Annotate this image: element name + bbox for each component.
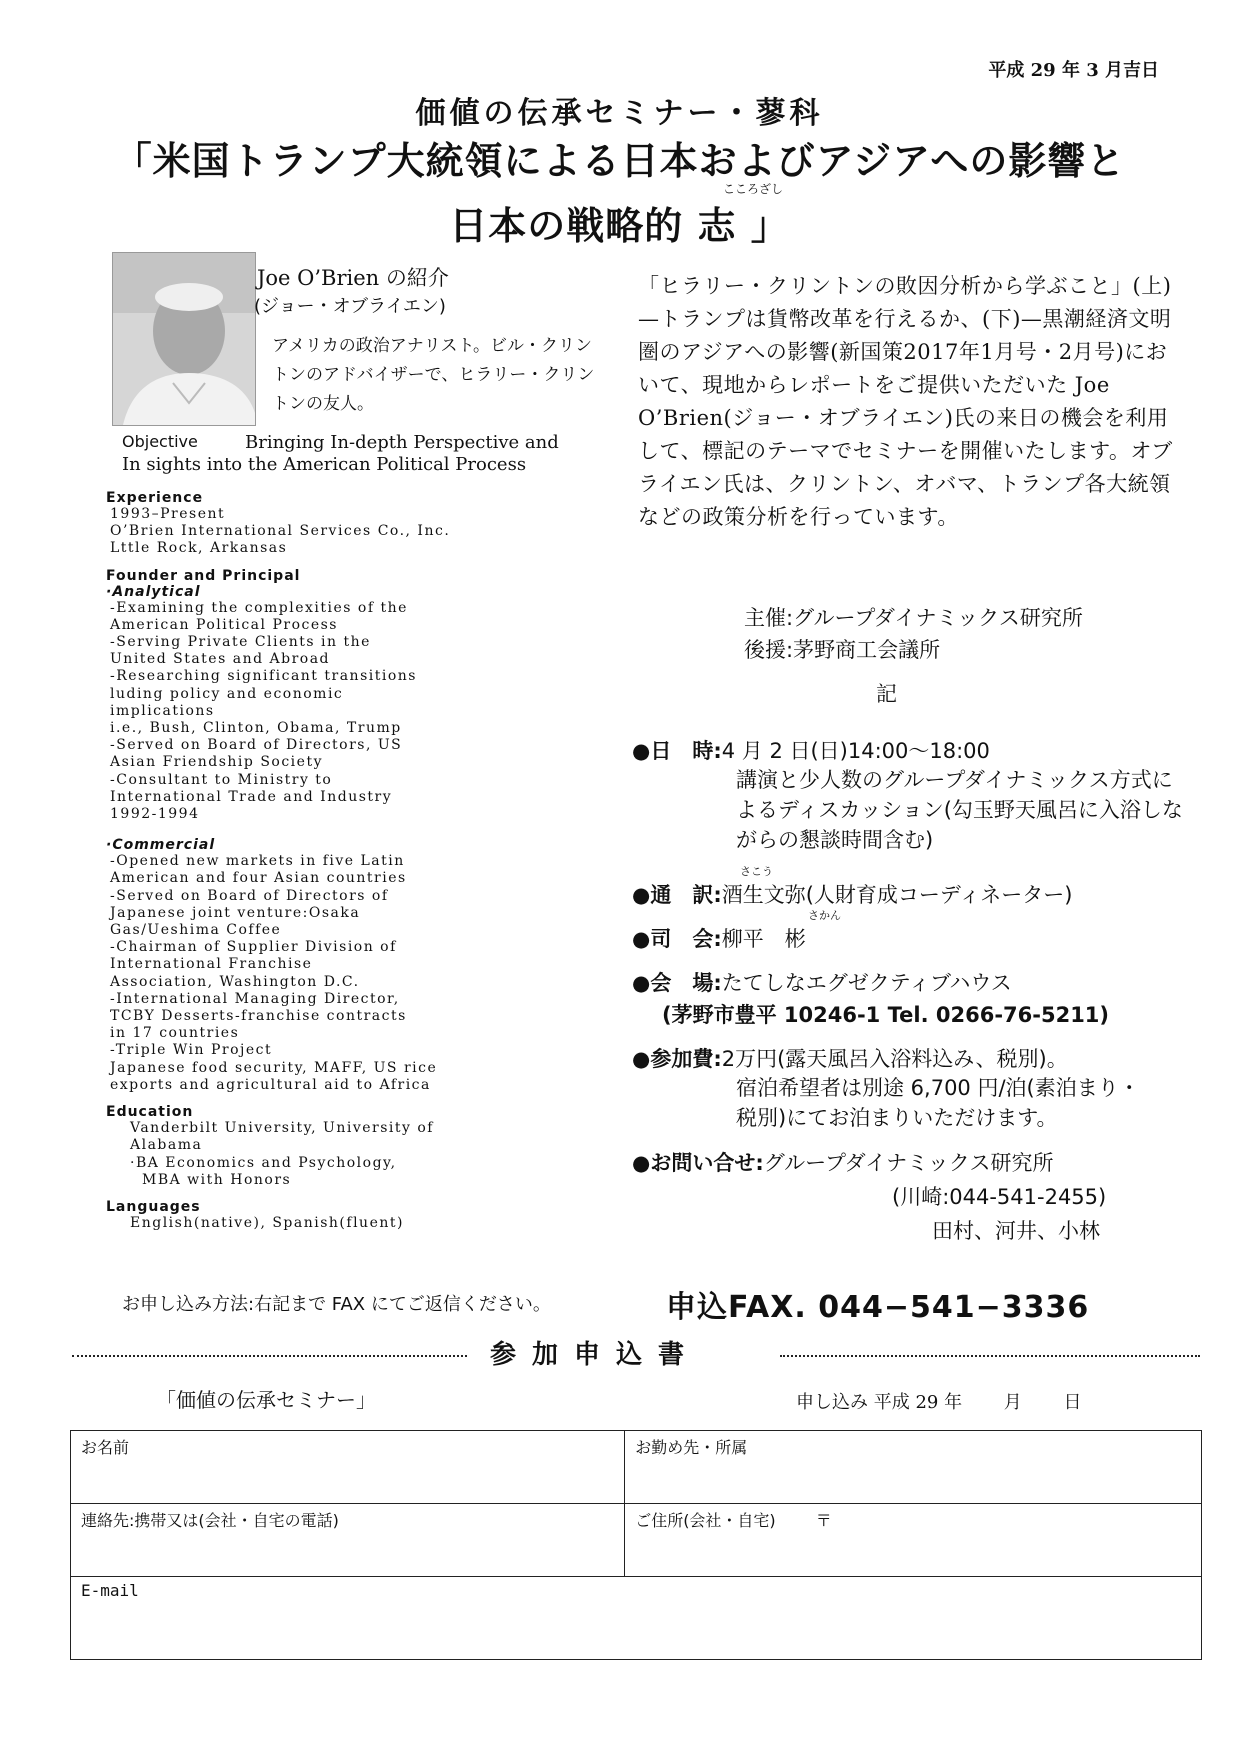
cv-line: 1993–Present <box>110 506 226 522</box>
cv-commercial-list <box>106 853 576 1094</box>
venue-value: たてしなエグゼクティブハウス <box>721 971 1012 995</box>
seminar-description: 「ヒラリー・クリントンの敗因分析から学ぶこと」(上)—トランプは貨幣改革を行えるか、(下)—黒潮経済文明圏のアジアへの影響(新国策2017年1月号・2月号)において、現地からレポートをご提供いただいた Joe O’Brien(ジョー・オブライエン)氏の来日の機会を利用して、標記のテーマでセミナーを開催いたします。オブライエン氏は、クリントン、オバマ、トランプ各大統領などの政策分析を行っています。 <box>638 274 1173 529</box>
cv-line: -Served on Board of Directors of <box>110 887 389 904</box>
cv-line: TCBY Desserts-franchise contracts <box>110 1008 407 1025</box>
company-label: お勤め先・所属 <box>635 1438 748 1457</box>
cv-education-heading: Education <box>106 1104 194 1121</box>
name-label: お名前 <box>81 1438 130 1457</box>
cv-line: Gas/Ueshima Coffee <box>110 922 282 939</box>
detail-fee <box>632 1043 1192 1133</box>
cv-line: -International Managing Director, <box>110 990 400 1007</box>
dotted-divider-right <box>780 1355 1200 1357</box>
objective-label: Objective <box>122 432 198 451</box>
cv-line: -Opened new markets in five Latin <box>110 853 405 870</box>
cv-line: -Chairman of Supplier Division of <box>110 939 397 956</box>
cv-line: American Political Process <box>110 616 338 633</box>
cv-line: i.e., Bush, Clinton, Obama, Trump <box>110 720 402 737</box>
cv-line: -Consultant to Ministry to <box>110 771 333 788</box>
cv-line: luding policy and economic <box>110 685 344 702</box>
interpreter-value: 酒生文弥(人財育成コーディネーター) <box>721 883 1073 907</box>
speaker-cv <box>106 490 576 1242</box>
mc-value: 柳平 彬 <box>721 927 806 951</box>
address-field[interactable] <box>625 1504 1202 1577</box>
application-method: お申し込み方法:右記まで FAX にてご返信ください。 <box>122 1294 551 1315</box>
mc-ruby: さかん <box>808 909 841 922</box>
datetime-label: ●日 時: <box>632 739 722 763</box>
cv-line: Japanese joint venture:Osaka <box>110 904 361 921</box>
interpreter-label: ●通 訳: <box>632 883 722 907</box>
form-seminar-name: 「価値の伝承セミナー」 <box>156 1388 376 1412</box>
cv-line: -Served on Board of Directors, US <box>110 737 403 754</box>
cv-languages <box>106 1199 576 1232</box>
cv-analytical-list <box>106 600 576 824</box>
cv-line: -Triple Win Project <box>110 1042 273 1059</box>
application-form-table <box>70 1430 1202 1660</box>
phone-label: 連絡先:携帯又は(会社・自宅の電話) <box>81 1511 339 1530</box>
detail-contact <box>632 1147 1192 1245</box>
email-label: E-mail <box>81 1581 139 1600</box>
organizer-block <box>744 602 1083 666</box>
cv-line: -Researching significant transitions <box>110 668 417 685</box>
cv-line: in 17 countries <box>110 1025 240 1042</box>
cv-languages-heading: Languages <box>106 1198 201 1215</box>
fee-value: 2万円(露天風呂入浴料込み、税別)。 <box>721 1047 1068 1071</box>
contact-value: グループダイナミックス研究所 <box>763 1151 1054 1175</box>
company-field[interactable] <box>625 1431 1202 1504</box>
cv-founder <box>106 568 576 1094</box>
cv-line: Association, Washington D.C. <box>110 973 360 990</box>
address-label: ご住所(会社・自宅) <box>635 1511 776 1530</box>
postal-mark: 〒 <box>815 1511 832 1530</box>
cv-line: Asian Friendship Society <box>110 754 323 771</box>
title-ruby: こころざし <box>723 182 784 196</box>
issue-date: 平成 29 年 3 月吉日 <box>988 60 1159 81</box>
fax-number: 申込FAX. 044−541−3336 <box>666 1290 1090 1325</box>
event-details <box>632 735 1192 1245</box>
cv-line: exports and agricultural aid to Africa <box>110 1076 431 1093</box>
seminar-title-line2: 日本の戦略的 志 」 <box>449 204 790 248</box>
detail-datetime <box>632 735 1192 855</box>
form-title: 参加申込書 <box>490 1340 701 1370</box>
datetime-value: 4 月 2 日(日)14:00〜18:00 <box>721 739 990 763</box>
fee-label: ●参加費: <box>632 1047 722 1071</box>
cv-education <box>106 1104 576 1189</box>
interpreter-ruby: さこう <box>740 865 773 878</box>
speaker-name-kana: (ジョー・オブライエン) <box>254 296 446 317</box>
detail-venue <box>632 967 1192 1029</box>
contact-label: ●お問い合せ: <box>632 1151 764 1175</box>
speaker-name: Joe O’Brien の紹介 <box>257 266 449 290</box>
contact-phone: (川崎:044-541-2455) <box>892 1185 1107 1209</box>
cv-commercial-label: ·Commercial <box>106 837 216 854</box>
cv-experience <box>106 490 576 558</box>
sponsor: 後援:茅野商工会議所 <box>744 638 941 662</box>
email-field[interactable] <box>71 1577 1202 1660</box>
cv-line: Japanese food security, MAFF, US rice <box>110 1059 438 1076</box>
cv-experience-heading: Experience <box>106 490 204 506</box>
cv-line: ·BA Economics and Psychology, <box>130 1154 397 1171</box>
cv-line: implications <box>110 702 215 719</box>
venue-address: (茅野市豊平 10246-1 Tel. 0266-76-5211) <box>662 1003 1110 1027</box>
phone-field[interactable] <box>71 1504 625 1577</box>
cv-analytical-label: ·Analytical <box>106 583 201 600</box>
form-date-line: 申し込み 平成 29 年 月 日 <box>796 1392 1082 1413</box>
detail-mc <box>632 907 1192 953</box>
detail-interpreter <box>632 863 1192 909</box>
dotted-divider-left <box>72 1355 467 1357</box>
venue-label: ●会 場: <box>632 971 722 995</box>
ki-notation: 記 <box>876 682 897 706</box>
organizer: 主催:グループダイナミックス研究所 <box>744 606 1083 630</box>
cv-line: International Franchise <box>110 956 313 973</box>
cv-line: Lttle Rock, Arkansas <box>110 540 288 557</box>
seminar-series-title: 価値の伝承セミナー・蓼科 <box>415 96 824 131</box>
cv-line: -Examining the complexities of the <box>110 599 408 616</box>
speaker-description: アメリカの政治アナリスト。ビル・クリントンのアドバイザーで、ヒラリー・クリントンの友人。 <box>272 336 595 414</box>
cv-line: MBA with Honors <box>142 1171 292 1188</box>
datetime-note: 講演と少人数のグループダイナミックス方式によるディスカッション(勾玉野天風呂に入浴しながらの懇談時間含む) <box>736 768 1183 852</box>
cv-line: United States and Abroad <box>110 651 331 668</box>
cv-line: Alabama <box>130 1137 203 1154</box>
speaker-photo <box>112 252 256 426</box>
seminar-title-line1: 「米国トランプ大統領による日本およびアジアへの影響と <box>113 139 1126 183</box>
cv-line: O’Brien International Services Co., Inc. <box>110 523 451 540</box>
name-field[interactable] <box>71 1431 625 1504</box>
cv-line: Vanderbilt University, University of <box>130 1120 434 1137</box>
mc-label: ●司 会: <box>632 927 722 951</box>
cv-line: -Serving Private Clients in the <box>110 634 371 651</box>
cv-line: English(native), Spanish(fluent) <box>130 1214 404 1231</box>
speaker-portrait-image <box>113 253 255 425</box>
cv-line: 1992-1994 <box>110 806 200 823</box>
cv-founder-heading: Founder and Principal <box>106 567 301 584</box>
cv-line: American and four Asian countries <box>110 870 407 887</box>
fee-note: 宿泊希望者は別途 6,700 円/泊(素泊まり・税別)にてお泊まりいただけます。 <box>736 1076 1140 1130</box>
objective-text-line2: In sights into the American Political Process <box>122 454 527 475</box>
objective-text-line1: Bringing In-depth Perspective and <box>245 432 559 453</box>
cv-line: International Trade and Industry <box>110 788 393 805</box>
contact-names: 田村、河井、小林 <box>932 1219 1100 1243</box>
